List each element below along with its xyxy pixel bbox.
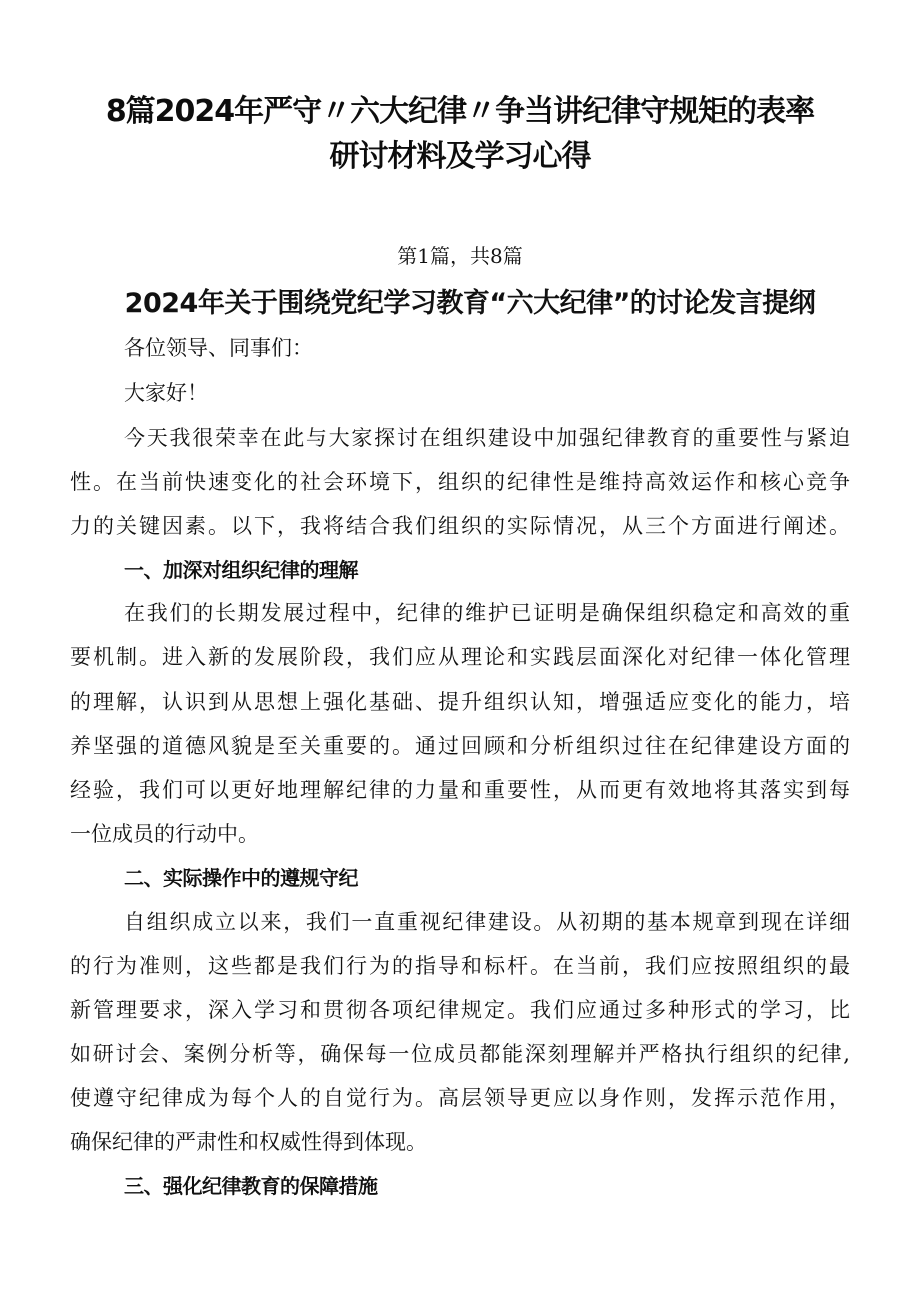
section-line: 确保纪律的严肃性和权威性得到体现。: [70, 1130, 427, 1154]
section-heading: 一、加深对组织纪律的理解: [124, 558, 358, 582]
article-title: 2024年关于围绕党纪学习教育“六大纪律”的讨论发言提纲: [124, 288, 816, 319]
section-line: 一位成员的行动中。: [70, 822, 259, 846]
section-heading: 二、实际操作中的遵规守纪: [124, 866, 358, 890]
intro-line: 力的关键因素。以下，我将结合我们组织的实际情况，从三个方面进行阐述。: [70, 514, 850, 538]
article-number: 第1篇，共8篇: [397, 244, 523, 268]
greeting: 大家好！: [124, 381, 208, 405]
section-line: 养坚强的道德风貌是至关重要的。通过回顾和分析组织过往在纪律建设方面的: [70, 734, 850, 758]
section-line: 要机制。进入新的发展阶段，我们应从理论和实践层面深化对纪律一体化管理: [70, 645, 850, 669]
section-line: 的理解，认识到从思想上强化基础、提升组织认知，增强适应变化的能力，培: [70, 690, 850, 714]
section-line: 的行为准则，这些都是我们行为的指导和标杆。在当前，我们应按照组织的最: [70, 954, 850, 978]
section-line: 如研讨会、案例分析等，确保每一位成员都能深刻理解并严格执行组织的纪律,: [70, 1042, 850, 1066]
section-line: 自组织成立以来，我们一直重视纪律建设。从初期的基本规章到现在详细: [124, 910, 850, 934]
intro-line: 今天我很荣幸在此与大家探讨在组织建设中加强纪律教育的重要性与紧迫: [124, 426, 850, 450]
salutation: 各位领导、同事们：: [124, 336, 313, 360]
document-title-line-1: 8篇2024年严守〃六大纪律〃争当讲纪律守规矩的表率: [105, 94, 815, 129]
section-line: 使遵守纪律成为每个人的自觉行为。高层领导更应以身作则，发挥示范作用，: [70, 1086, 850, 1110]
section-line: 在我们的长期发展过程中，纪律的维护已证明是确保组织稳定和高效的重: [124, 601, 850, 625]
section-heading: 三、强化纪律教育的保障措施: [124, 1174, 378, 1198]
section-line: 经验，我们可以更好地理解纪律的力量和重要性，从而更有效地将其落实到每: [70, 778, 850, 802]
document-title-line-2: 研讨材料及学习心得: [329, 139, 591, 174]
section-line: 新管理要求，深入学习和贯彻各项纪律规定。我们应通过多种形式的学习，比: [70, 998, 850, 1022]
intro-line: 性。在当前快速变化的社会环境下，组织的纪律性是维持高效运作和核心竞争: [70, 470, 850, 494]
